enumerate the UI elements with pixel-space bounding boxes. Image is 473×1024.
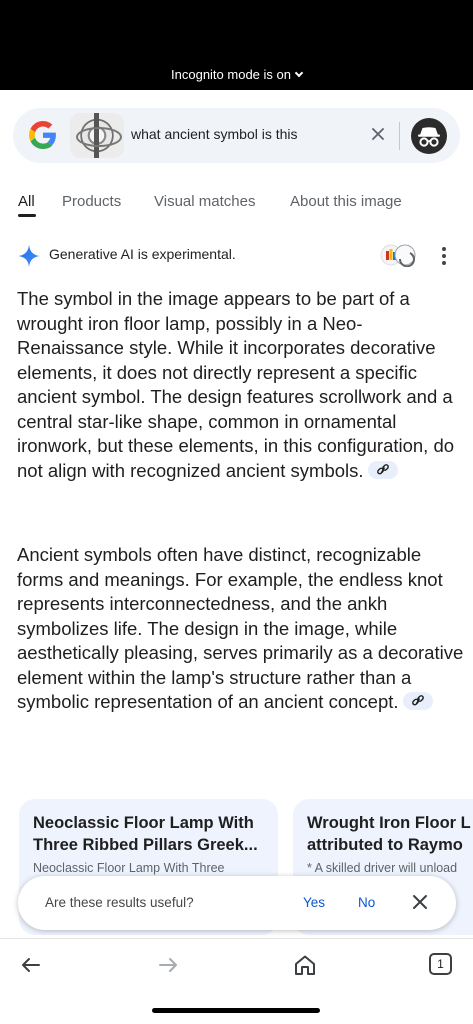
ai-paragraph-text: Ancient symbols often have distinct, recognizable forms and meanings. For example, the endless knot represents interconnectedness, and the ankh symbolizes life. The design in the image, while aesthetically pleasing, serves primarily as a decorative element within the lamp's structure rather than a symbolic representation of an ancient concept. [17,544,464,712]
incognito-label: Incognito mode is on [171,67,291,82]
feedback-prompt [18,876,456,930]
result-tabs [0,190,473,220]
browser-toolbar [0,938,473,998]
ai-overview-header [18,243,458,267]
back-button[interactable] [18,952,44,978]
source-card-snippet: * A skilled driver will unload [307,861,458,875]
gemini-sparkle-icon [18,245,40,267]
feedback-question: Are these results useful? [45,895,194,910]
incognito-indicator[interactable] [0,67,473,82]
incognito-icon [411,118,447,154]
incognito-status-bar [0,0,473,90]
link-icon [376,464,390,476]
home-indicator [152,1008,320,1013]
chevron-down-icon [295,69,303,77]
source-favicons[interactable] [380,243,416,267]
google-logo-icon [29,121,57,149]
tab-switcher-button[interactable]: 1 [429,953,452,975]
tab-all[interactable]: All [18,193,35,210]
more-options-icon[interactable] [438,245,450,265]
search-divider [399,122,400,150]
feedback-yes-button[interactable]: Yes [303,895,326,910]
ai-disclaimer: Generative AI is experimental. [49,246,236,262]
query-image-thumbnail[interactable] [70,113,124,158]
back-arrow-icon [18,952,44,978]
incognito-account-button[interactable] [411,118,447,154]
clear-search-button[interactable] [368,124,388,144]
active-tab-indicator [18,214,36,217]
link-icon [411,695,425,707]
source-link-chip[interactable] [368,461,398,479]
ai-overview-paragraph [17,287,465,483]
source-card-snippet: Neoclassic Floor Lamp With Three [33,861,225,875]
forward-button[interactable] [155,952,181,978]
close-icon [368,124,388,144]
ai-overview-paragraph [17,543,465,715]
forward-arrow-icon [155,952,181,978]
tab-about-this-image[interactable]: About this image [290,193,402,210]
search-bar[interactable] [13,108,460,163]
tab-products[interactable]: Products [62,193,122,210]
source-link-chip[interactable] [403,692,433,710]
source-card-title: Wrought Iron Floor L attributed to Raymo [307,814,471,854]
feedback-no-button[interactable]: No [358,895,376,910]
home-button[interactable] [292,952,318,978]
home-icon [292,952,318,978]
tab-visual-matches[interactable]: Visual matches [154,193,256,210]
close-icon [410,892,430,912]
search-query[interactable]: what ancient symbol is this [131,126,298,142]
dismiss-feedback-button[interactable] [410,892,430,912]
source-card-title: Neoclassic Floor Lamp With Three Ribbed Pillars Greek... [33,814,258,854]
ai-paragraph-text: The symbol in the image appears to be part of a wrought iron floor lamp, possibly in a Neo-Renaissance style. While it incorporates decorative elements, it does not directly represent a specific ancient symbol. The design features scrollwork and a central star-like shape, common in ornamental ironwork, but these elements, in this configuration, do not align with recognized ancient symbols. [17,288,455,481]
